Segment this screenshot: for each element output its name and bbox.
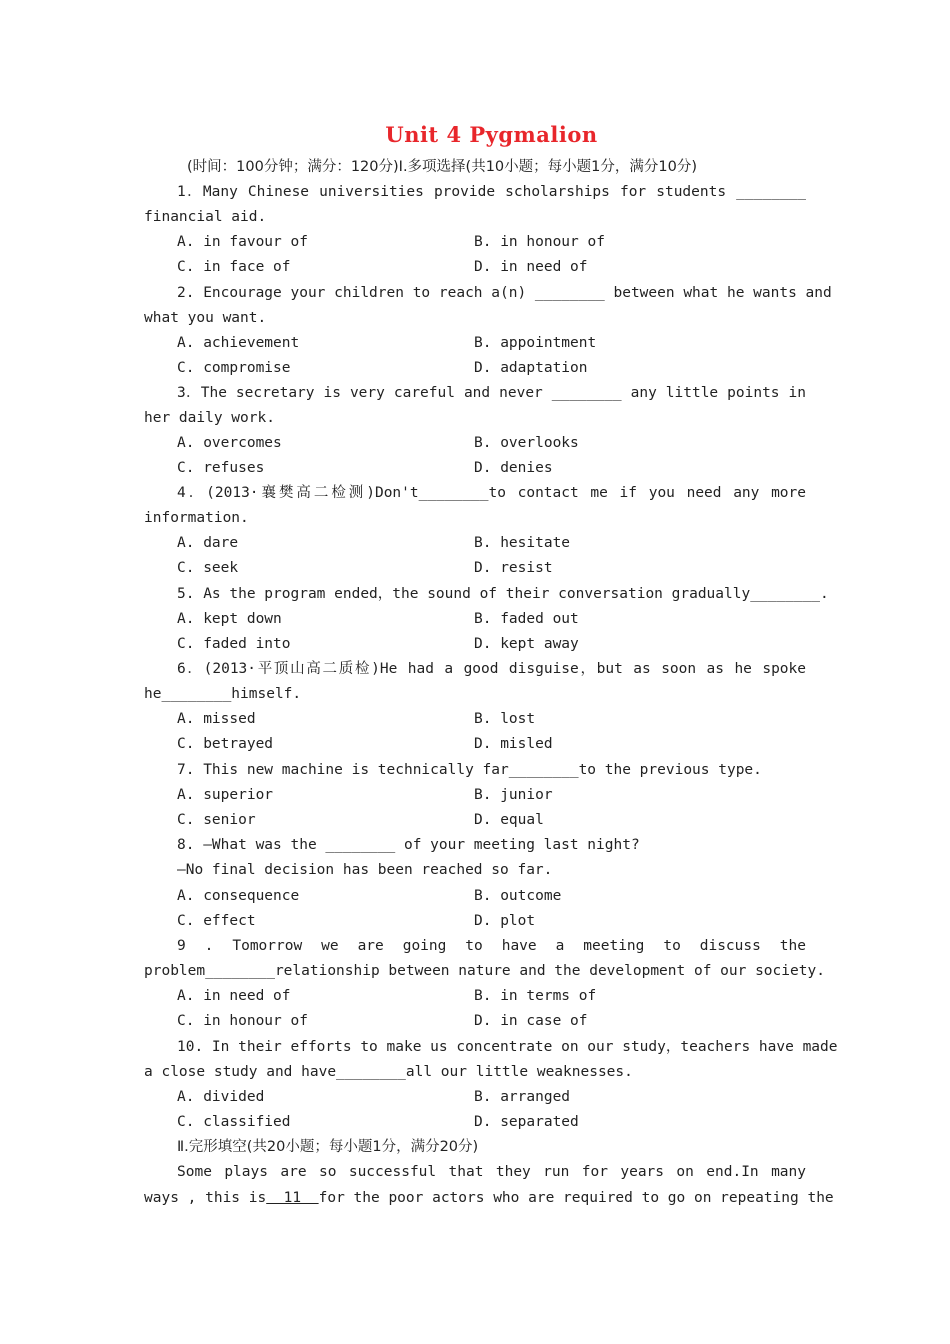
question-2-option-b: B. appointment (474, 335, 597, 351)
question-8-stem-line-1: 8. —What was the ________ of your meeting last night? (177, 837, 640, 853)
question-3-option-a: A. overcomes (177, 435, 282, 451)
question-4-stem-line-2: information. (144, 510, 249, 526)
question-9-option-a: A. in need of (177, 988, 291, 1004)
question-10-option-c: C. classified (177, 1114, 291, 1130)
question-9-option-b: B. in terms of (474, 988, 597, 1004)
question-7-stem-line-1: 7. This new machine is technically far________to the previous type. (177, 762, 762, 778)
question-5-option-d: D. kept away (474, 636, 579, 652)
question-2-option-c: C. compromise (177, 360, 291, 376)
question-2-stem-line-1: 2. Encourage your children to reach a(n) ________ between what he wants and (177, 285, 832, 301)
question-7-option-a: A. superior (177, 787, 274, 803)
question-10-stem-line-2: a close study and have________all our little weaknesses. (144, 1064, 633, 1080)
question-6-option-c: C. betrayed (177, 736, 274, 752)
question-10-option-b: B. arranged (474, 1089, 571, 1105)
question-10-stem-line-1: 10. In their efforts to make us concentrate on our study，teachers have made (177, 1039, 838, 1055)
question-1-option-d: D. in need of (474, 259, 588, 275)
question-3-option-c: C. refuses (177, 460, 265, 476)
question-5-option-a: A. kept down (177, 611, 282, 627)
question-8-option-a: A. consequence (177, 888, 300, 904)
question-4-stem-line-1: 4．(2013·襄樊高二检测)Don't________to contact me if you need any more (177, 485, 806, 501)
question-7-option-c: C. senior (177, 812, 256, 828)
question-3-option-b: B. overlooks (474, 435, 579, 451)
question-9-option-c: C. in honour of (177, 1013, 308, 1029)
question-5-stem-line-1: 5. As the program ended，the sound of their conversation gradually________. (177, 586, 829, 602)
question-6-stem-line-2: he________himself. (144, 686, 302, 702)
question-4-option-c: C. seek (177, 560, 239, 576)
cloze-blank-11: 11 (266, 1190, 319, 1206)
question-3-stem-line-2: her daily work. (144, 410, 275, 426)
question-6-stem-line-1: 6．(2013·平顶山高二质检)He had a good disguise，but as soon as he spoke (177, 661, 806, 677)
question-1-stem-line-2: financial aid. (144, 209, 267, 225)
question-8-option-c: C. effect (177, 913, 256, 929)
question-8-option-d: D. plot (474, 913, 536, 929)
question-1-stem-line-1: 1．Many Chinese universities provide scholarships for students ________ (177, 184, 806, 200)
question-1-option-c: C. in face of (177, 259, 291, 275)
question-6-option-a: A. missed (177, 711, 256, 727)
section-2-heading: Ⅱ.完形填空(共20小题；每小题1分，满分20分) (177, 1139, 479, 1155)
question-10-option-a: A. divided (177, 1089, 265, 1105)
question-5-option-b: B. faded out (474, 611, 579, 627)
question-9-option-d: D. in case of (474, 1013, 588, 1029)
question-3-stem-line-1: 3．The secretary is very careful and never ________ any little points in (177, 385, 806, 401)
cloze-paragraph-line-2 (144, 1186, 834, 1211)
question-9-stem-line-2: problem________relationship between nature and the development of our society. (144, 963, 825, 979)
question-5-option-c: C. faded into (177, 636, 291, 652)
cloze-text-before-blank: ways , this is (144, 1190, 267, 1206)
question-6-option-b: B. lost (474, 711, 536, 727)
question-3-option-d: D. denies (474, 460, 553, 476)
question-1-option-a: A. in favour of (177, 234, 308, 250)
question-2-option-a: A. achievement (177, 335, 300, 351)
question-6-option-d: D. misled (474, 736, 553, 752)
question-7-option-d: D. equal (474, 812, 544, 828)
question-8-option-b: B. outcome (474, 888, 562, 904)
question-7-option-b: B. junior (474, 787, 553, 803)
question-2-option-d: D. adaptation (474, 360, 588, 376)
question-8-stem-line-2: —No final decision has been reached so far. (177, 862, 553, 878)
page-title: Unit 4 Pygmalion (385, 122, 598, 147)
question-2-stem-line-2: what you want. (144, 310, 267, 326)
question-10-option-d: D. separated (474, 1114, 579, 1130)
question-9-stem-line-1: 9 . Tomorrow we are going to have a meeting to discuss the (177, 938, 806, 954)
question-4-option-d: D. resist (474, 560, 553, 576)
question-4-option-b: B. hesitate (474, 535, 571, 551)
exam-header-line: (时间：100分钟；满分：120分)Ⅰ.多项选择(共10小题；每小题1分，满分10分) (187, 159, 697, 175)
cloze-text-after-blank: for the poor actors who are required to go on repeating the (318, 1190, 834, 1206)
question-1-option-b: B. in honour of (474, 234, 605, 250)
cloze-paragraph-line-1: Some plays are so successful that they run for years on end.In many (177, 1164, 806, 1180)
question-4-option-a: A. dare (177, 535, 239, 551)
